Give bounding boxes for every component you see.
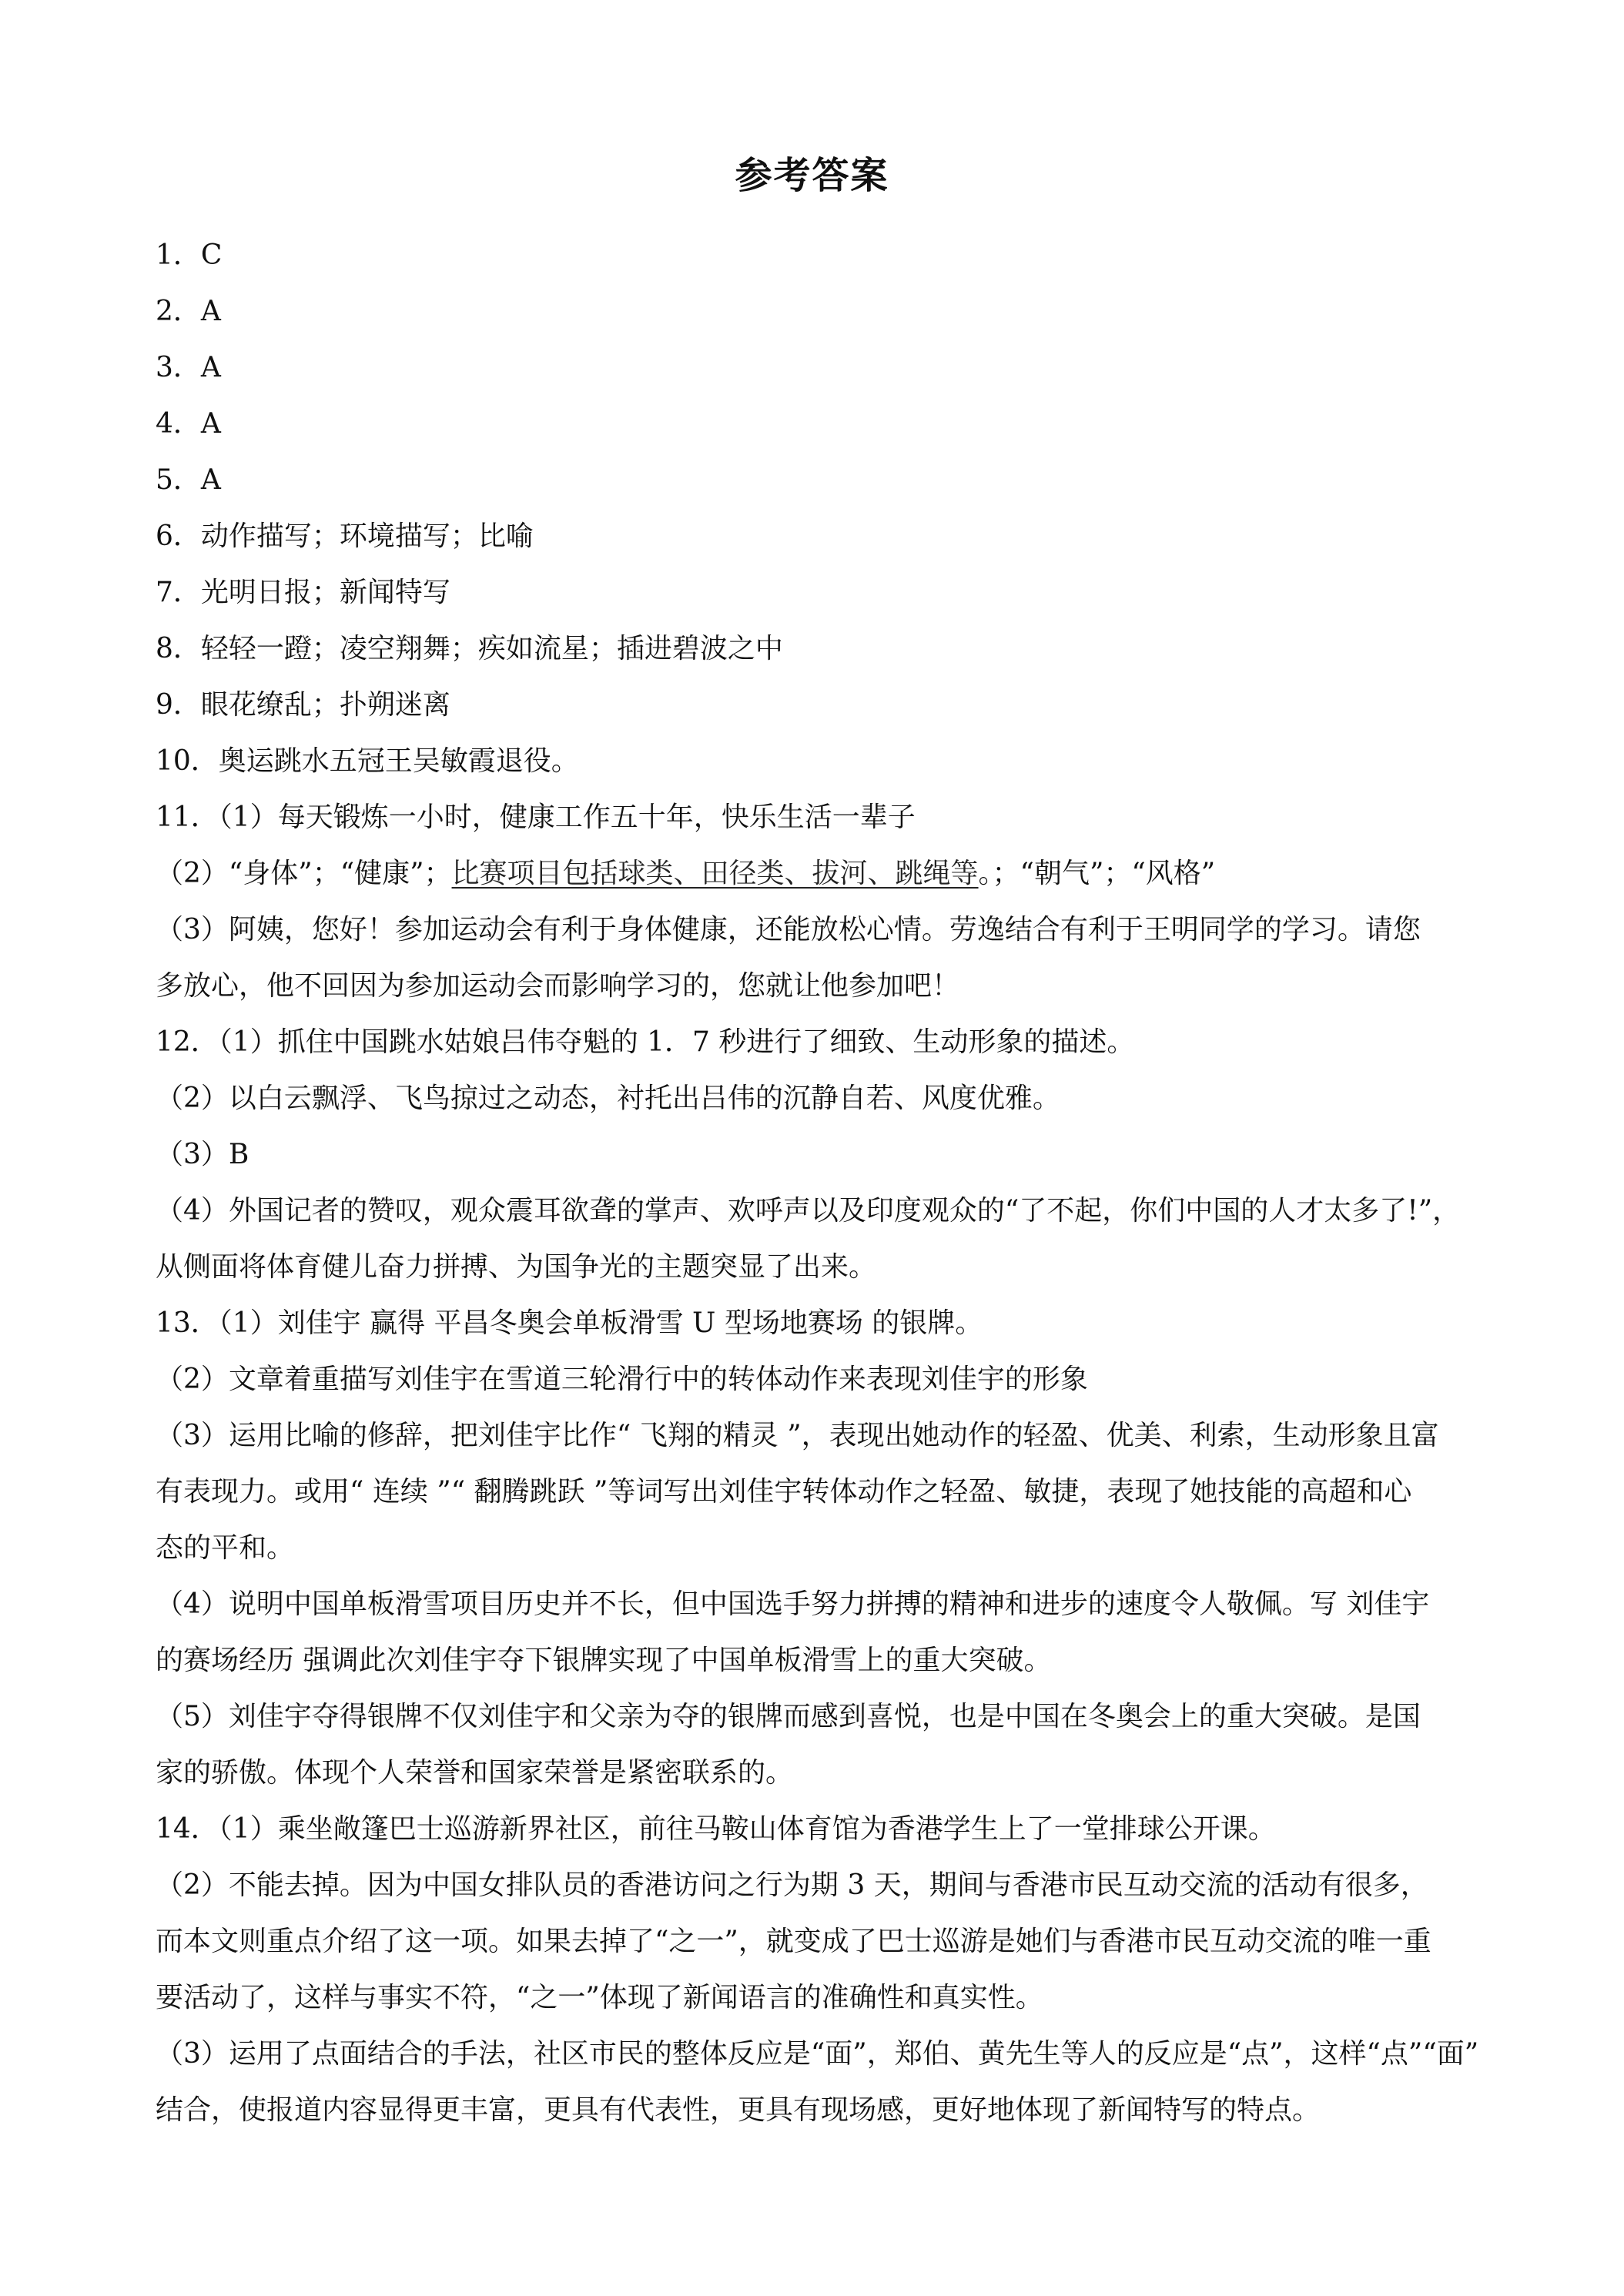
answer-11-part-1: 11．（1）每天锻炼一小时，健康工作五十年，快乐生活一辈子 bbox=[156, 802, 916, 833]
answer-12-part-2: （2）以白云飘浮、飞鸟掠过之动态，衬托出吕伟的沉静自若、风度优雅。 bbox=[156, 1083, 1060, 1114]
answer-13-part-3-line-1: （3）运用比喻的修辞，把刘佳宇比作“ 飞翔的精灵 ”，表现出她动作的轻盈、优美、利索，生动形象且富 bbox=[156, 1420, 1439, 1451]
answer-13-part-2: （2）文章着重描写刘佳宇在雪道三轮滑行中的转体动作来表现刘佳宇的形象 bbox=[156, 1364, 1088, 1395]
answer-10: 10．奥运跳水五冠王吴敏霞退役。 bbox=[156, 745, 579, 777]
answer-13-part-4-line-2: 的赛场经历 强调此次刘佳宇夺下银牌实现了中国单板滑雪上的重大突破。 bbox=[156, 1645, 1052, 1676]
answer-13-part-5-line-1: （5）刘佳宇夺得银牌不仅刘佳宇和父亲为夺的银牌而感到喜悦，也是中国在冬奥会上的重大突破。是国 bbox=[156, 1701, 1421, 1732]
answer-7: 7．光明日报；新闻特写 bbox=[156, 577, 450, 608]
answer-12-part-3: （3）B bbox=[156, 1139, 249, 1170]
answer-2: 2．A bbox=[156, 296, 221, 327]
answer-8: 8．轻轻一蹬；凌空翔舞；疾如流星；插进碧波之中 bbox=[156, 633, 783, 664]
answer-14-part-2-line-2: 而本文则重点介绍了这一项。如果去掉了“之一”，就变成了巴士巡游是她们与香港市民互动交流的唯一重 bbox=[156, 1926, 1431, 1957]
answer-11-part-2 bbox=[156, 845, 1465, 902]
answer-11-part-2-prefix: （2）“身体”；“健康”； bbox=[156, 858, 452, 889]
answer-13-part-1: 13．（1）刘佳宇 赢得 平昌冬奥会单板滑雪 U 型场地赛场 的银牌。 bbox=[156, 1307, 983, 1339]
answer-5: 5．A bbox=[156, 464, 221, 496]
answer-11-part-2-underlined: 比赛项目包括球类、田径类、拔河、跳绳等 bbox=[451, 858, 979, 889]
answer-14-part-2-line-1: （2）不能去掉。因为中国女排队员的香港访问之行为期 3 天，期间与香港市民互动交流的活动有很多， bbox=[156, 1869, 1428, 1901]
answer-11-part-3-line-1: （3）阿姨，您好！参加运动会有利于身体健康，还能放松心情。劳逸结合有利于王明同学的学习。请您 bbox=[156, 914, 1421, 946]
answer-12-part-1: 12．（1）抓住中国跳水姑娘吕伟夺魁的 1．7 秒进行了细致、生动形象的描述。 bbox=[156, 1026, 1135, 1058]
answer-13-part-3-line-3: 态的平和。 bbox=[156, 1532, 295, 1564]
answer-list bbox=[156, 227, 1479, 2138]
answer-11-part-3-line-2: 多放心，他不回因为参加运动会而影响学习的，您就让他参加吧！ bbox=[156, 970, 960, 1002]
answer-13-part-5-line-2: 家的骄傲。体现个人荣誉和国家荣誉是紧密联系的。 bbox=[156, 1757, 794, 1789]
answer-4: 4．A bbox=[156, 408, 221, 440]
answer-14-part-1: 14．（1）乘坐敞篷巴士巡游新界社区，前往马鞍山体育馆为香港学生上了一堂排球公开课。 bbox=[156, 1813, 1276, 1845]
answer-14-part-3-line-2: 结合，使报道内容显得更丰富，更具有代表性，更具有现场感，更好地体现了新闻特写的特点。 bbox=[156, 2094, 1321, 2126]
answer-3: 3．A bbox=[156, 352, 221, 383]
answer-1: 1．C bbox=[156, 239, 223, 271]
answer-12-part-4-line-2: 从侧面将体育健儿奋力拼搏、为国争光的主题突显了出来。 bbox=[156, 1251, 877, 1283]
answer-12-part-4-line-1: （4）外国记者的赞叹，观众震耳欲聋的掌声、欢呼声以及印度观众的“了不起，你们中国的人才太多了!”， bbox=[156, 1195, 1461, 1227]
answer-9: 9．眼花缭乱；扑朔迷离 bbox=[156, 689, 450, 721]
answer-6: 6．动作描写；环境描写；比喻 bbox=[156, 520, 534, 552]
answer-14-part-3-line-1: （3）运用了点面结合的手法，社区市民的整体反应是“面”，郑伯、黄先生等人的反应是“点”，这样“点”“面” bbox=[156, 2038, 1479, 2070]
answer-13-part-3-line-2: 有表现力。或用“ 连续 ”“ 翻腾跳跃 ”等词写出刘佳宇转体动作之轻盈、敏捷，表现了她技能的高超和心 bbox=[156, 1476, 1412, 1508]
page-title: 参考答案 bbox=[735, 154, 889, 197]
answer-13-part-4-line-1: （4）说明中国单板滑雪项目历史并不长，但中国选手努力拼搏的精神和进步的速度令人敬佩。写 刘佳宇 bbox=[156, 1588, 1430, 1620]
answer-11-part-2-suffix: 。；“朝气”；“风格” bbox=[978, 858, 1216, 889]
answer-14-part-2-line-3: 要活动了，这样与事实不符，“之一”体现了新闻语言的准确性和真实性。 bbox=[156, 1982, 1043, 2013]
